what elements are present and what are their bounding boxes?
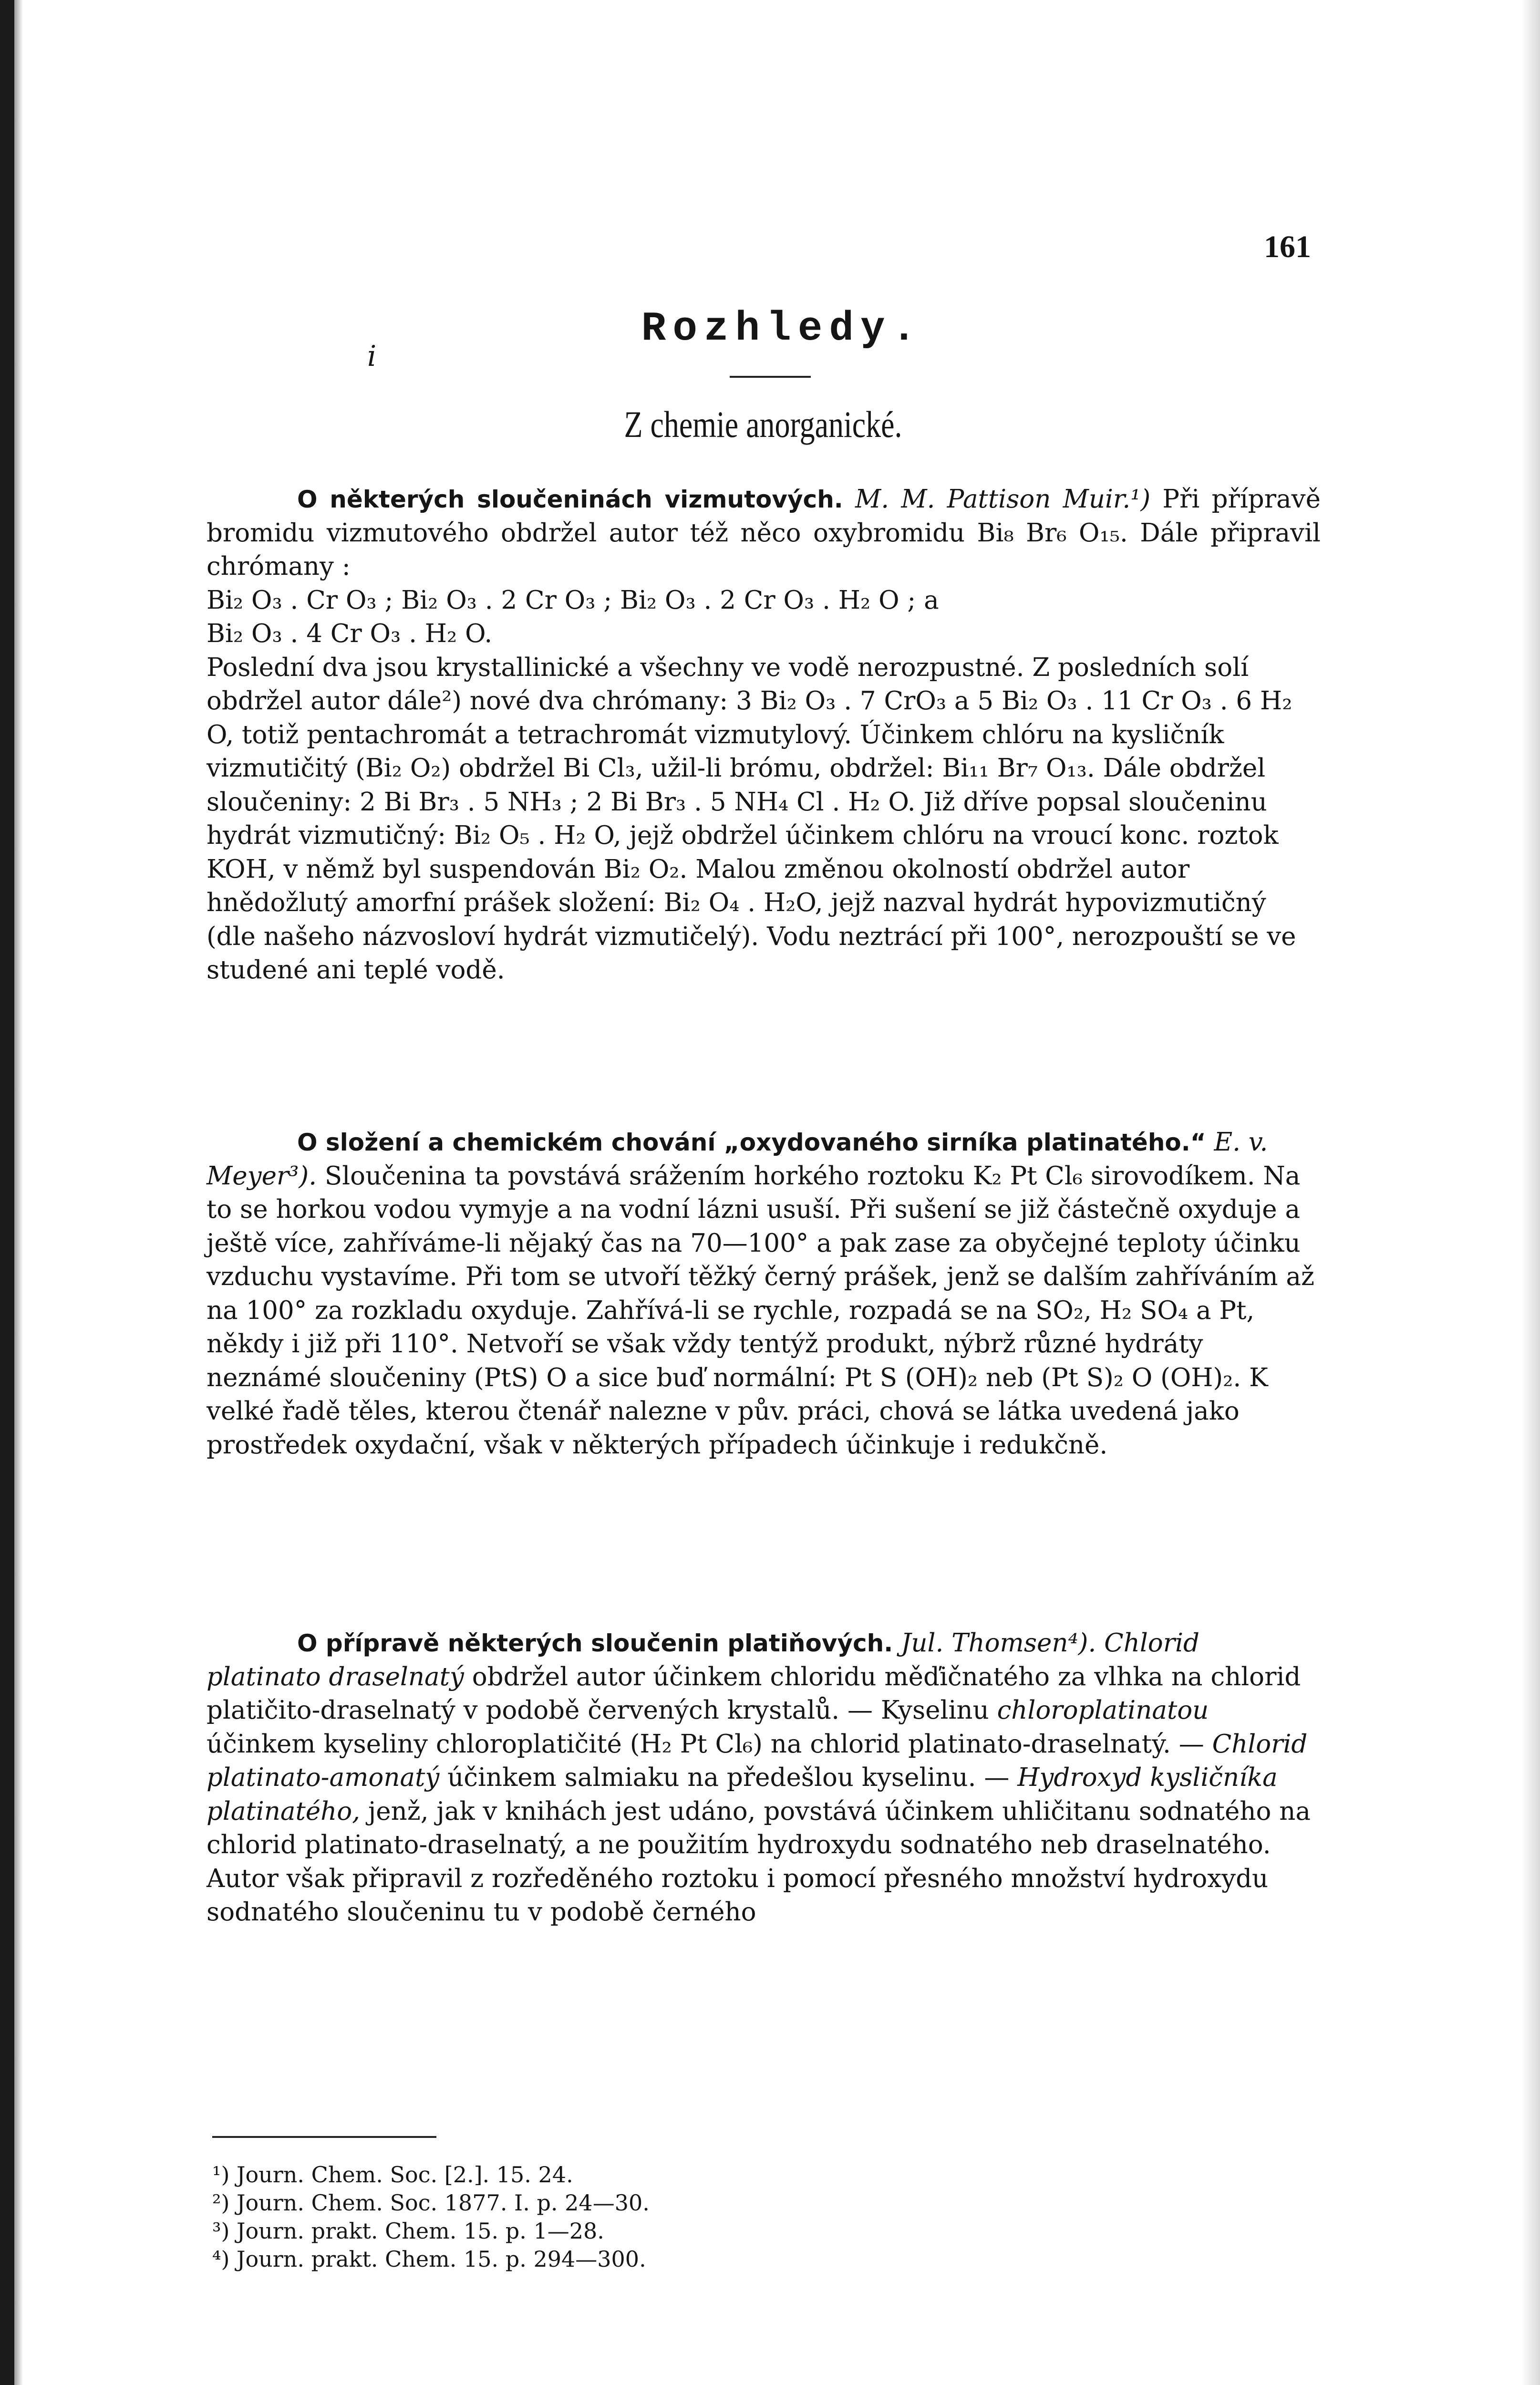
page-number: 161 bbox=[1264, 229, 1311, 264]
article-platinum-compounds-text-4: jenž, jak v knihách jest udáno, povstává účinkem uhličitanu sodnatého na chlorid platinato-draselnatý, a ne použitím hydroxydu sodnatého neb draselnatého. Autor však připravil z rozředěného roztoku i pomocí přesného množství hydroxydu sodnatého sloučeninu tu v podobě černého bbox=[207, 1796, 1311, 1927]
scan-right-shadow bbox=[1521, 0, 1540, 2385]
article-platinum-compounds-text-3: účinkem salmiaku na předešlou kyselinu. — bbox=[447, 1763, 1010, 1792]
article-platinum-sulfide-body: Sloučenina ta povstává srážením horkého roztoku K₂ Pt Cl₆ sirovodíkem. Na to se horkou vodou vymyje a na vodní lázni usuší. Při sušení se již částečně oxyduje a ještě více, zahříváme-li nějaký čas na 70—100° a pak zase za obyčejné teploty účinku vzduchu vystavíme. Při tom se utvoří těžký černý prášek, jenž se dalším zahříváním až na 100° za rozkladu oxyduje. Zahřívá-li se rychle, rozpadá se na SO₂, H₂ SO₄ a Pt, někdy i již při 110°. Netvoří se však vždy tentýž produkt, nýbrž různé hydráty neznámé sloučeniny (PtS) O a sice buď normální: Pt S (OH)₂ neb (Pt S)₂ O (OH)₂. K velké řadě těles, kterou čtenář nalezne v pův. práci, chová se látka uvedená jako prostředek oxydační, však v některých případech účinkuje i redukčně. bbox=[207, 1161, 1314, 1460]
scan-left-edge bbox=[0, 0, 14, 2385]
term-hydroxyd-kyslicnika-platinateho: Hydroxyd kysličníka platinatého, bbox=[207, 1763, 1278, 1826]
article-platinum-compounds-text-1: obdržel autor účinkem chloridu měďičnatého za vlhka na chlorid platičito-draselnatý v podobě červených krystalů. — Kyselinu bbox=[207, 1662, 1301, 1725]
section-title: Rozhledy. bbox=[641, 305, 923, 352]
article-platinum-sulfide-text bbox=[207, 1126, 1321, 1462]
term-chloroplatinatou: chloroplatinatou bbox=[997, 1696, 1209, 1725]
footnote-4: ⁴) Journ. prakt. Chem. 15. p. 294—300. bbox=[212, 2246, 646, 2272]
term-chlorid-platinato-amonaty: Chlorid platinato-amonatý bbox=[207, 1729, 1308, 1792]
article-platinum-sulfide-author: E. v. Meyer³). bbox=[207, 1128, 1268, 1191]
article-platinum-compounds-heading: O přípravě některých sloučenin platiňových. bbox=[297, 1629, 893, 1657]
title-divider bbox=[730, 376, 811, 378]
article-bismuth-intro bbox=[207, 483, 1321, 584]
footnotes bbox=[212, 2161, 650, 2273]
footnote-3: ³) Journ. prakt. Chem. 15. p. 1—28. bbox=[212, 2218, 604, 2244]
footnote-2: ²) Journ. Chem. Soc. 1877. I. p. 24—30. bbox=[212, 2190, 650, 2216]
article-platinum-compounds-author: Jul. Thomsen⁴). bbox=[901, 1628, 1096, 1658]
article-bismuth-intro-text: Při přípravě bromidu vizmutového obdržel autor též něco oxybromidu Bi₈ Br₆ O₁₅. Dále připravil chrómany : bbox=[207, 485, 1321, 581]
article-bismuth-author: M. M. Pattison Muir.¹) bbox=[855, 485, 1151, 514]
article-bismuth-heading: O některých sloučeninách vizmutových. bbox=[297, 486, 843, 513]
footnote-divider bbox=[212, 2136, 436, 2138]
footnote-1: ¹) Journ. Chem. Soc. [2.]. 15. 24. bbox=[212, 2162, 573, 2188]
article-platinum-sulfide bbox=[207, 1126, 1321, 1462]
chromate-formula-line-2: Bi₂ O₃ . 4 Cr O₃ . H₂ O. bbox=[207, 619, 493, 648]
article-platinum-compounds-text bbox=[207, 1627, 1321, 1929]
article-platinum-compounds-text-2: účinkem kyseliny chloroplatičité (H₂ Pt Cl₆) na chlorid platinato-draselnatý. — bbox=[207, 1729, 1204, 1759]
article-platinum-sulfide-heading: O složení a chemickém chování „oxydovaného sirníka platinatého.“ bbox=[297, 1129, 1206, 1156]
article-bismuth-body: Poslední dva jsou krystallinické a všechny ve vodě nerozpustné. Z posledních solí obdržel autor dále²) nové dva chrómany: 3 Bi₂ O₃ . 7 CrO₃ a 5 Bi₂ O₃ . 11 Cr O₃ . 6 H₂ O, totiž pentachromát a tetrachromát vizmutylový. Účinkem chlóru na kysličník vizmutičitý (Bi₂ O₂) obdržel Bi Cl₃, užil-li brómu, obdržel: Bi₁₁ Br₇ O₁₃. Dále obdržel sloučeniny: 2 Bi Br₃ . 5 NH₃ ; 2 Bi Br₃ . 5 NH₄ Cl . H₂ O. Již dříve popsal sloučeninu hydrát vizmutičný: Bi₂ O₅ . H₂ O, jejž obdržel účinkem chlóru na vroucí konc. roztok KOH, v němž byl suspendován Bi₂ O₂. Malou změnou okolností obdržel autor hnědožlutý amorfní prášek složení: Bi₂ O₄ . H₂O, jejž nazval hydrát hypovizmutičný (dle našeho názvosloví hydrát vizmutičelý). Vodu neztrácí při 100°, nerozpouští se ve studené ani teplé vodě. bbox=[207, 653, 1296, 985]
margin-mark: i bbox=[367, 340, 377, 373]
subsection-title: Z chemie anorganické. bbox=[624, 404, 902, 445]
article-platinum-compounds bbox=[207, 1627, 1321, 1929]
chromate-formula-line-1: Bi₂ O₃ . Cr O₃ ; Bi₂ O₃ . 2 Cr O₃ ; Bi₂ O₃ . 2 Cr O₃ . H₂ O ; a bbox=[207, 585, 939, 615]
article-bismuth bbox=[207, 483, 1321, 987]
scan-left-shadow bbox=[14, 0, 23, 2385]
term-chlorid-platinato-draselnaty: Chlorid platinato draselnatý bbox=[207, 1628, 1199, 1691]
